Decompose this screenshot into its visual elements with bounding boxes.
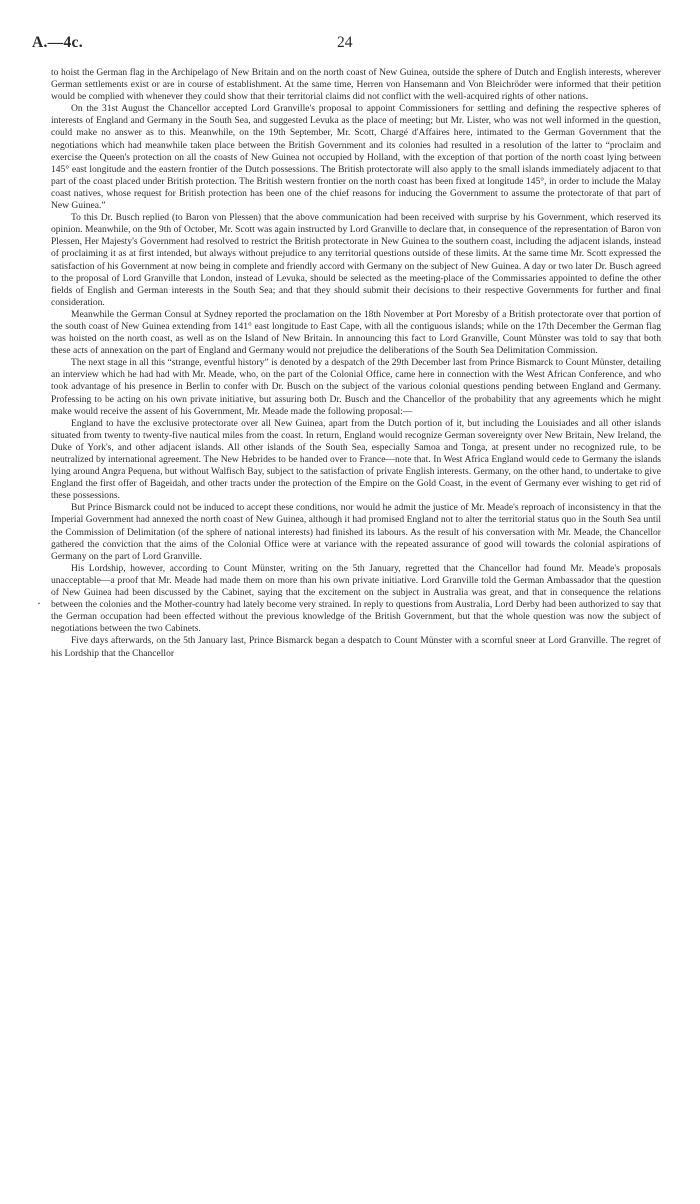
paragraph-6: England to have the exclusive protectorate over all New Guinea, apart from the Dutch portion of it, but including the Louisiades and all other islands situated from twenty to twenty-five nautical miles from the coast. In return, England would recognize German sovereignty over New Britain, New Ireland, the Duke of York's, and other adjacent islands. All other islands of the South Sea, especially Samoa and Tonga, at present under no recognized rule, to be neutralized by international agreement. The New Hebrides to be handed over to France—note that. In West Africa England would cede to Germany the islands lying around Angra Pequena, but without Walfisch Bay, subject to the satisfaction of private English interests. Germany, on the other hand, to undertake to give England the first offer of Bageidah, and other tracts under the protection of the Empire on the Gold Coast, in the event of Germany ever wishing to get rid of these possessions. [51,417,661,502]
paragraph-3: To this Dr. Busch replied (to Baron von Plessen) that the above communication had been received with surprise by his Government, which reserved its opinion. Meanwhile, on the 9th of October, Mr. Scott was again instructed by Lord Granville to declare that, in consequence of the representation of Baron von Plessen, Her Majesty's Government had resolved to restrict the British protectorate in New Guinea to the southern coast, including the adjacent islands, instead of proclaiming it as at first intended, but always without prejudice to any territorial questions outside of these limits. At the same time Mr. Scott expressed the satisfaction of his Government at now being in complete and friendly accord with Germany on the subject of New Guinea. A day or two later Dr. Busch agreed to the proposal of Lord Granville that London, instead of Levuka, should be selected as the meeting-place of the Commissaries appointed to define the other fields of English and German interests in the South Sea; and that they should submit their decisions to their respective Governments for further and final consideration. [51,212,661,308]
page-number: 24 [337,34,353,51]
page-header [32,34,668,54]
paragraph-8: His Lordship, however, according to Count Münster, writing on the 5th January, regretted that the Chancellor had found Mr. Meade's proposals unacceptable—a proof that Mr. Meade had made them on more than his own private initiative. Lord Granville told the German Ambassador that the question of New Guinea had been discussed by the Cabinet, saying that the excitement on the subject in Australia was great, and that in consequence the relations between the colonies and the Mother-country had lately become very strained. In reply to questions from Australia, Lord Derby had been authorized to say that the German occupation had been effected without the previous knowledge of the British Government, but that the whole question was now the subject of negotiations between the two Cabinets. [51,562,661,635]
body-text [51,67,661,660]
paragraph-7: But Prince Bismarck could not be induced to accept these conditions, nor would he admit the justice of Mr. Meade's reproach of inconsistency in that the Imperial Government had annexed the north coast of New Guinea, although it had promised England not to alter the territorial status quo in the South Sea until the Commission of Delimitation (of the sphere of national interests) had finished its labours. As the result of his conversation with Mr. Meade, the Chancellor gathered the conviction that the aims of the Colonial Office were at variance with the repeated assurance of good will towards the colonial aspirations of Germany on the part of Lord Granville. [51,502,661,562]
paragraph-4: Meanwhile the German Consul at Sydney reported the proclamation on the 18th November at Port Moresby of a British protectorate over that portion of the south coast of New Guinea extending from 141° east longitude to East Cape, with all the contiguous islands; while on the 17th December the German flag was hoisted on the north coast, as well as on the Island of New Britain. In announcing this fact to Lord Granville, Count Münster was told to say that both these acts of annexation on the part of England and Germany would not prejudice the deliberations of the South Sea Delimitation Commission. [51,308,661,357]
document-reference: A.—4c. [32,34,83,51]
paragraph-1: to hoist the German flag in the Archipelago of New Britain and on the north coast of New Guinea, outside the sphere of Dutch and English interests, wherever German settlements exist or are in course of establishment. At the same time, Herren von Hansemann and Von Bleichröder were informed that their petition would be complied with whenever they could show that their territorial claims did not conflict with the well-acquired rights of other nations. [51,67,661,103]
paragraph-2: On the 31st August the Chancellor accepted Lord Granville's proposal to appoint Commissioners for settling and defining the respective spheres of interests of England and Germany in the South Sea, and suggested Levuka as the place of meeting; but Mr. Lister, who was not well informed in the question, could make no answer as to this. Meanwhile, on the 19th September, Mr. Scott, Chargé d'Affaires here, intimated to the German Government that the negotiations which had meanwhile taken place between the British Government and its colonies had resulted in a resolution of the latter to “proclaim and exercise the Queen's protection on all the coasts of New Guinea not occupied by Holland, with the exception of that portion of the north coast lying between 145° east longitude and the eastern frontier of the Dutch possessions. The British protectorate will also apply to the small islands immediately adjacent to that part of the coast placed under British protection. The British western frontier on the north coast has been fixed at longitude 145°, in order to include the Malay coast natives, whose request for British protection has been one of the chief reasons for inducing the Government to assume the protectorate of that part of New Guinea.” [51,103,661,212]
margin-mark: · [37,596,41,610]
paragraph-5: The next stage in all this “strange, eventful history” is denoted by a despatch of the 29th December last from Prince Bismarck to Count Münster, detailing an interview which he had had with Mr. Meade, who, on the part of the Colonial Office, came here in connection with the West African Conference, and who took advantage of his presence in Berlin to confer with Dr. Busch on the subject of the various colonial questions pending between England and Germany. Professing to be acting on his own private initiative, but assuring both Dr. Busch and the Chancellor of the probability that any agreements which he might make would receive the assent of his Government, Mr. Meade made the following proposal:— [51,357,661,417]
paragraph-9: Five days afterwards, on the 5th January last, Prince Bismarck began a despatch to Count Münster with a scornful sneer at Lord Granville. The regret of his Lordship that the Chancellor [51,635,661,659]
